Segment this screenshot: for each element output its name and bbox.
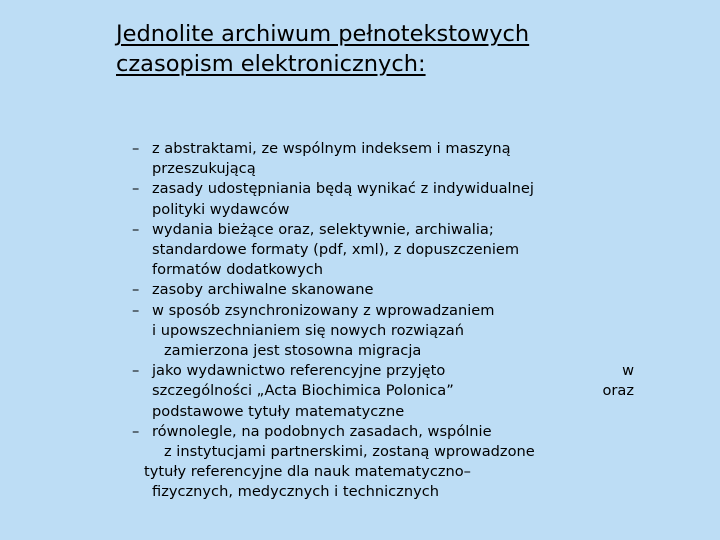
bullet-dash: – bbox=[132, 140, 140, 157]
bullet-list bbox=[132, 139, 632, 503]
bullet-text: zamierzona jest stosowna migracja bbox=[164, 342, 422, 360]
bullet-item bbox=[132, 280, 632, 300]
bullet-item bbox=[132, 179, 632, 219]
bullet-text: z instytucjami partnerskimi, zostaną wprowadzone bbox=[164, 443, 535, 461]
bullet-dash: – bbox=[132, 281, 140, 299]
bullet-text: formatów dodatkowych bbox=[152, 261, 324, 279]
bullet-dash: – bbox=[132, 362, 140, 380]
slide-title-line: Jednolite archiwum pełnotekstowych bbox=[116, 21, 530, 47]
bullet-text: z abstraktami, ze wspólnym indeksem i maszyną bbox=[152, 140, 511, 157]
bullet-text: standardowe formaty (pdf, xml), z dopuszczeniem bbox=[152, 241, 520, 259]
bullet-text: w bbox=[622, 362, 634, 380]
bullet-dash: – bbox=[132, 422, 140, 440]
bullet-item bbox=[132, 422, 632, 503]
bullet-text: oraz bbox=[602, 382, 634, 400]
bullet-text: równolegle, na podobnych zasadach, wspólnie bbox=[152, 422, 492, 440]
bullet-justified-line bbox=[152, 381, 634, 401]
bullet-dash: – bbox=[132, 301, 140, 319]
bullet-text: zasoby archiwalne skanowane bbox=[152, 281, 374, 299]
bullet-text: zasady udostępniania będą wynikać z indywidualnej bbox=[152, 180, 534, 198]
bullet-item bbox=[132, 361, 632, 422]
bullet-text: szczególności „Acta Biochimica Polonica” bbox=[152, 382, 454, 400]
slide-title-line: czasopism elektronicznych: bbox=[116, 51, 426, 77]
bullet-text: jako wydawnictwo referencyjne przyjęto bbox=[152, 362, 446, 380]
bullet-item bbox=[132, 139, 632, 179]
bullet-item bbox=[132, 220, 632, 281]
bullet-text: tytuły referencyjne dla nauk matematyczno– bbox=[144, 463, 471, 481]
bullet-justified-line bbox=[152, 361, 634, 381]
bullet-text: i upowszechnianiem się nowych rozwiązań bbox=[152, 321, 464, 339]
bullet-item bbox=[132, 301, 632, 362]
bullet-text: polityki wydawców bbox=[152, 200, 290, 218]
bullet-text: fizycznych, medycznych i technicznych bbox=[152, 483, 440, 501]
bullet-text: wydania bieżące oraz, selektywnie, archiwalia; bbox=[152, 220, 494, 238]
bullet-text: w sposób zsynchronizowany z wprowadzaniem bbox=[152, 301, 495, 319]
slide-title bbox=[116, 19, 676, 79]
bullet-text: podstawowe tytuły matematyczne bbox=[152, 402, 405, 420]
bullet-text: przeszukującą bbox=[152, 160, 256, 178]
bullet-dash: – bbox=[132, 220, 140, 238]
bullet-dash: – bbox=[132, 180, 140, 198]
